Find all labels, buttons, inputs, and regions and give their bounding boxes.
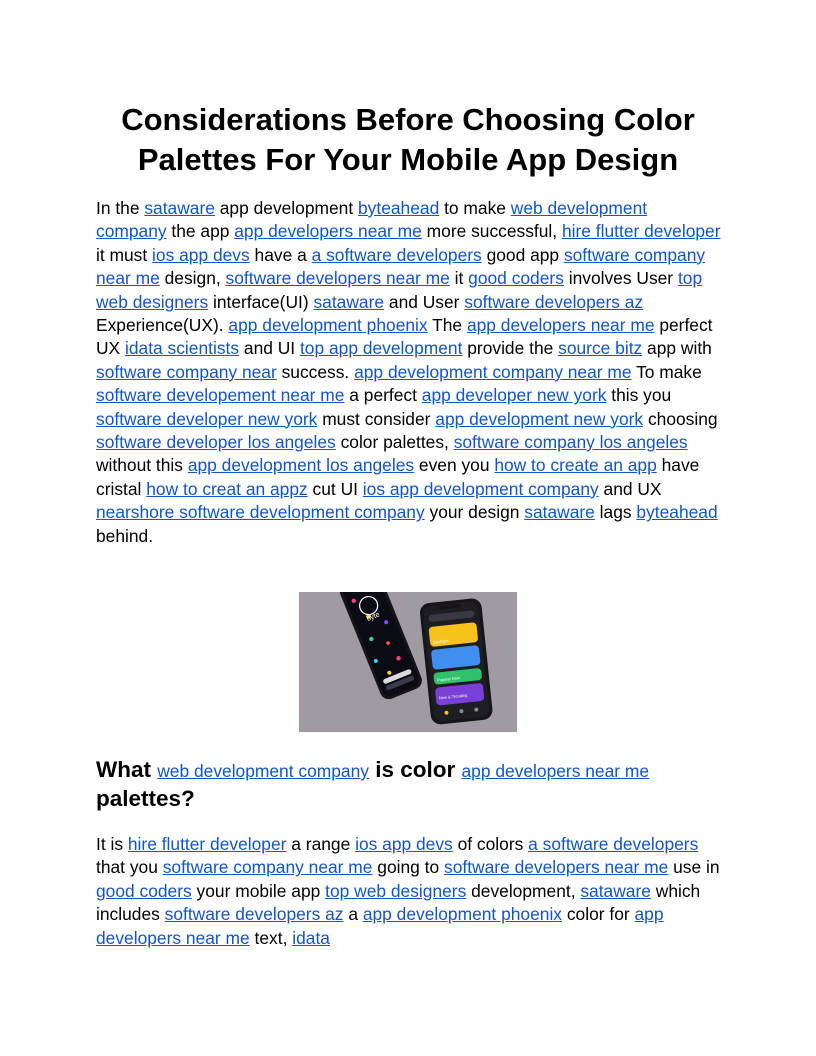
text-run: good app	[481, 244, 564, 265]
text-run: and UI	[239, 338, 300, 359]
inline-link[interactable]: sataware	[580, 880, 651, 901]
inline-link[interactable]: software developers near me	[225, 268, 450, 289]
section-heading	[96, 756, 722, 814]
inline-link[interactable]: software company los angeles	[453, 432, 688, 453]
inline-link[interactable]: nearshore software development company	[96, 502, 425, 523]
text-run: behind.	[96, 525, 154, 546]
inline-link[interactable]: software developer new york	[96, 408, 318, 429]
text-run: The	[427, 315, 467, 336]
text-run: palettes?	[96, 786, 195, 811]
title-line-1: Considerations Before Choosing Color	[121, 102, 695, 137]
inline-link[interactable]: ios app development company	[362, 478, 599, 499]
text-run: It is	[96, 834, 128, 854]
text-run: going to	[372, 857, 445, 878]
text-run: use in	[668, 857, 720, 878]
inline-link[interactable]: sataware	[524, 502, 595, 523]
text-run: a perfect	[344, 385, 422, 406]
text-run: your mobile app	[191, 880, 326, 901]
text-run: to make	[439, 198, 511, 218]
inline-link[interactable]: app developer new york	[421, 385, 607, 406]
inline-link[interactable]: app development los angeles	[187, 455, 415, 476]
inline-link[interactable]: software developers near me	[444, 857, 669, 878]
inline-link[interactable]: how to create an app	[494, 455, 657, 476]
inline-link[interactable]: byteahead	[636, 502, 718, 523]
text-run: this you	[606, 385, 672, 406]
inline-link[interactable]: software developers az	[464, 291, 644, 312]
inline-link[interactable]: app development company near me	[354, 361, 632, 382]
text-run: it	[449, 268, 469, 289]
text-run: What	[96, 757, 158, 782]
text-run: have a	[249, 244, 312, 265]
card-trending-label: New & Trending	[438, 692, 468, 701]
inline-link[interactable]: idata scientists	[125, 338, 240, 359]
inline-link[interactable]: byteahead	[358, 198, 440, 218]
inline-link[interactable]: software company near me	[162, 857, 373, 878]
inline-link[interactable]: source bitz	[558, 338, 643, 359]
text-run: provide the	[462, 338, 559, 359]
inline-link[interactable]: good coders	[96, 880, 192, 901]
card-spotlight-label: Spotlight	[432, 638, 449, 645]
text-run: To make	[631, 361, 702, 382]
text-run: your design	[424, 502, 525, 523]
phones-illustration	[299, 592, 517, 732]
text-run: interface(UI)	[208, 291, 314, 312]
app-screens-image	[299, 592, 517, 732]
inline-link[interactable]: software company near	[96, 361, 277, 382]
text-run: a	[343, 904, 363, 925]
inline-link[interactable]: a software developers	[528, 834, 699, 854]
inline-link[interactable]: top web designers	[325, 880, 467, 901]
inline-link[interactable]: web development company	[96, 198, 648, 242]
text-run: color palettes,	[335, 432, 454, 453]
text-run: that you	[96, 857, 163, 878]
inline-link[interactable]: top app development	[299, 338, 463, 359]
text-run: success.	[276, 361, 355, 382]
text-run: text,	[249, 927, 293, 948]
text-run: have cristal	[96, 455, 700, 499]
text-run: involves User	[563, 268, 678, 289]
inline-link[interactable]: software developer los angeles	[96, 432, 336, 453]
inline-link[interactable]: app development phoenix	[362, 904, 563, 925]
inline-link[interactable]: hire flutter developer	[127, 834, 287, 854]
text-run: even you	[414, 455, 495, 476]
title-line-2: Palettes For Your Mobile App Design	[137, 142, 679, 177]
inline-link[interactable]: software developement near me	[96, 385, 345, 406]
text-run: Experience(UX).	[96, 315, 229, 336]
inline-link[interactable]: good coders	[468, 268, 564, 289]
text-run: is color	[368, 757, 462, 782]
text-run: without this	[96, 455, 188, 476]
inline-link[interactable]: app developers near me	[96, 904, 664, 948]
inline-link[interactable]: app developers near me	[461, 761, 650, 781]
inline-link[interactable]: hire flutter developer	[561, 221, 721, 242]
text-run: development,	[466, 880, 581, 901]
text-run: more successful,	[421, 221, 562, 242]
inline-link[interactable]: sataware	[144, 198, 215, 218]
text-run: it must	[96, 244, 153, 265]
text-run: and User	[384, 291, 465, 312]
inline-link[interactable]: software developers az	[164, 904, 344, 925]
card-popular-label: Popular Now	[436, 675, 461, 683]
inline-link[interactable]: app development new york	[435, 408, 644, 429]
text-run: cut UI	[307, 478, 363, 499]
text-run: a range	[286, 834, 356, 854]
body-paragraph	[96, 833, 722, 950]
left-phone-brand: byte	[365, 611, 381, 623]
page-title	[96, 100, 720, 180]
inline-link[interactable]: app development phoenix	[228, 315, 428, 336]
intro-paragraph	[96, 197, 722, 548]
inline-link[interactable]: software company near me	[96, 244, 706, 289]
text-run: app development	[214, 198, 359, 218]
inline-link[interactable]: app developers near me	[466, 315, 655, 336]
inline-link[interactable]: ios app devs	[355, 834, 453, 854]
inline-link[interactable]: idata	[292, 927, 330, 948]
text-run: of colors	[452, 834, 529, 854]
inline-link[interactable]: ios app devs	[152, 244, 250, 265]
text-run: design,	[159, 268, 226, 289]
inline-link[interactable]: web development company	[157, 761, 369, 781]
inline-link[interactable]: a software developers	[311, 244, 482, 265]
text-run: which includes	[96, 880, 701, 925]
text-run: color for	[562, 904, 635, 925]
text-run: In the	[96, 198, 145, 218]
inline-link[interactable]: how to creat an appz	[146, 478, 308, 499]
text-run: the app	[166, 221, 235, 242]
text-run: must consider	[317, 408, 436, 429]
inline-link[interactable]: top web designers	[96, 268, 703, 312]
text-run: choosing	[643, 408, 718, 429]
text-run: app with	[642, 338, 712, 359]
text-run: lags	[594, 502, 637, 523]
text-run: and UX	[598, 478, 662, 499]
inline-link[interactable]: sataware	[313, 291, 385, 312]
inline-link[interactable]: app developers near me	[234, 221, 422, 242]
text-run: perfect UX	[96, 315, 713, 359]
